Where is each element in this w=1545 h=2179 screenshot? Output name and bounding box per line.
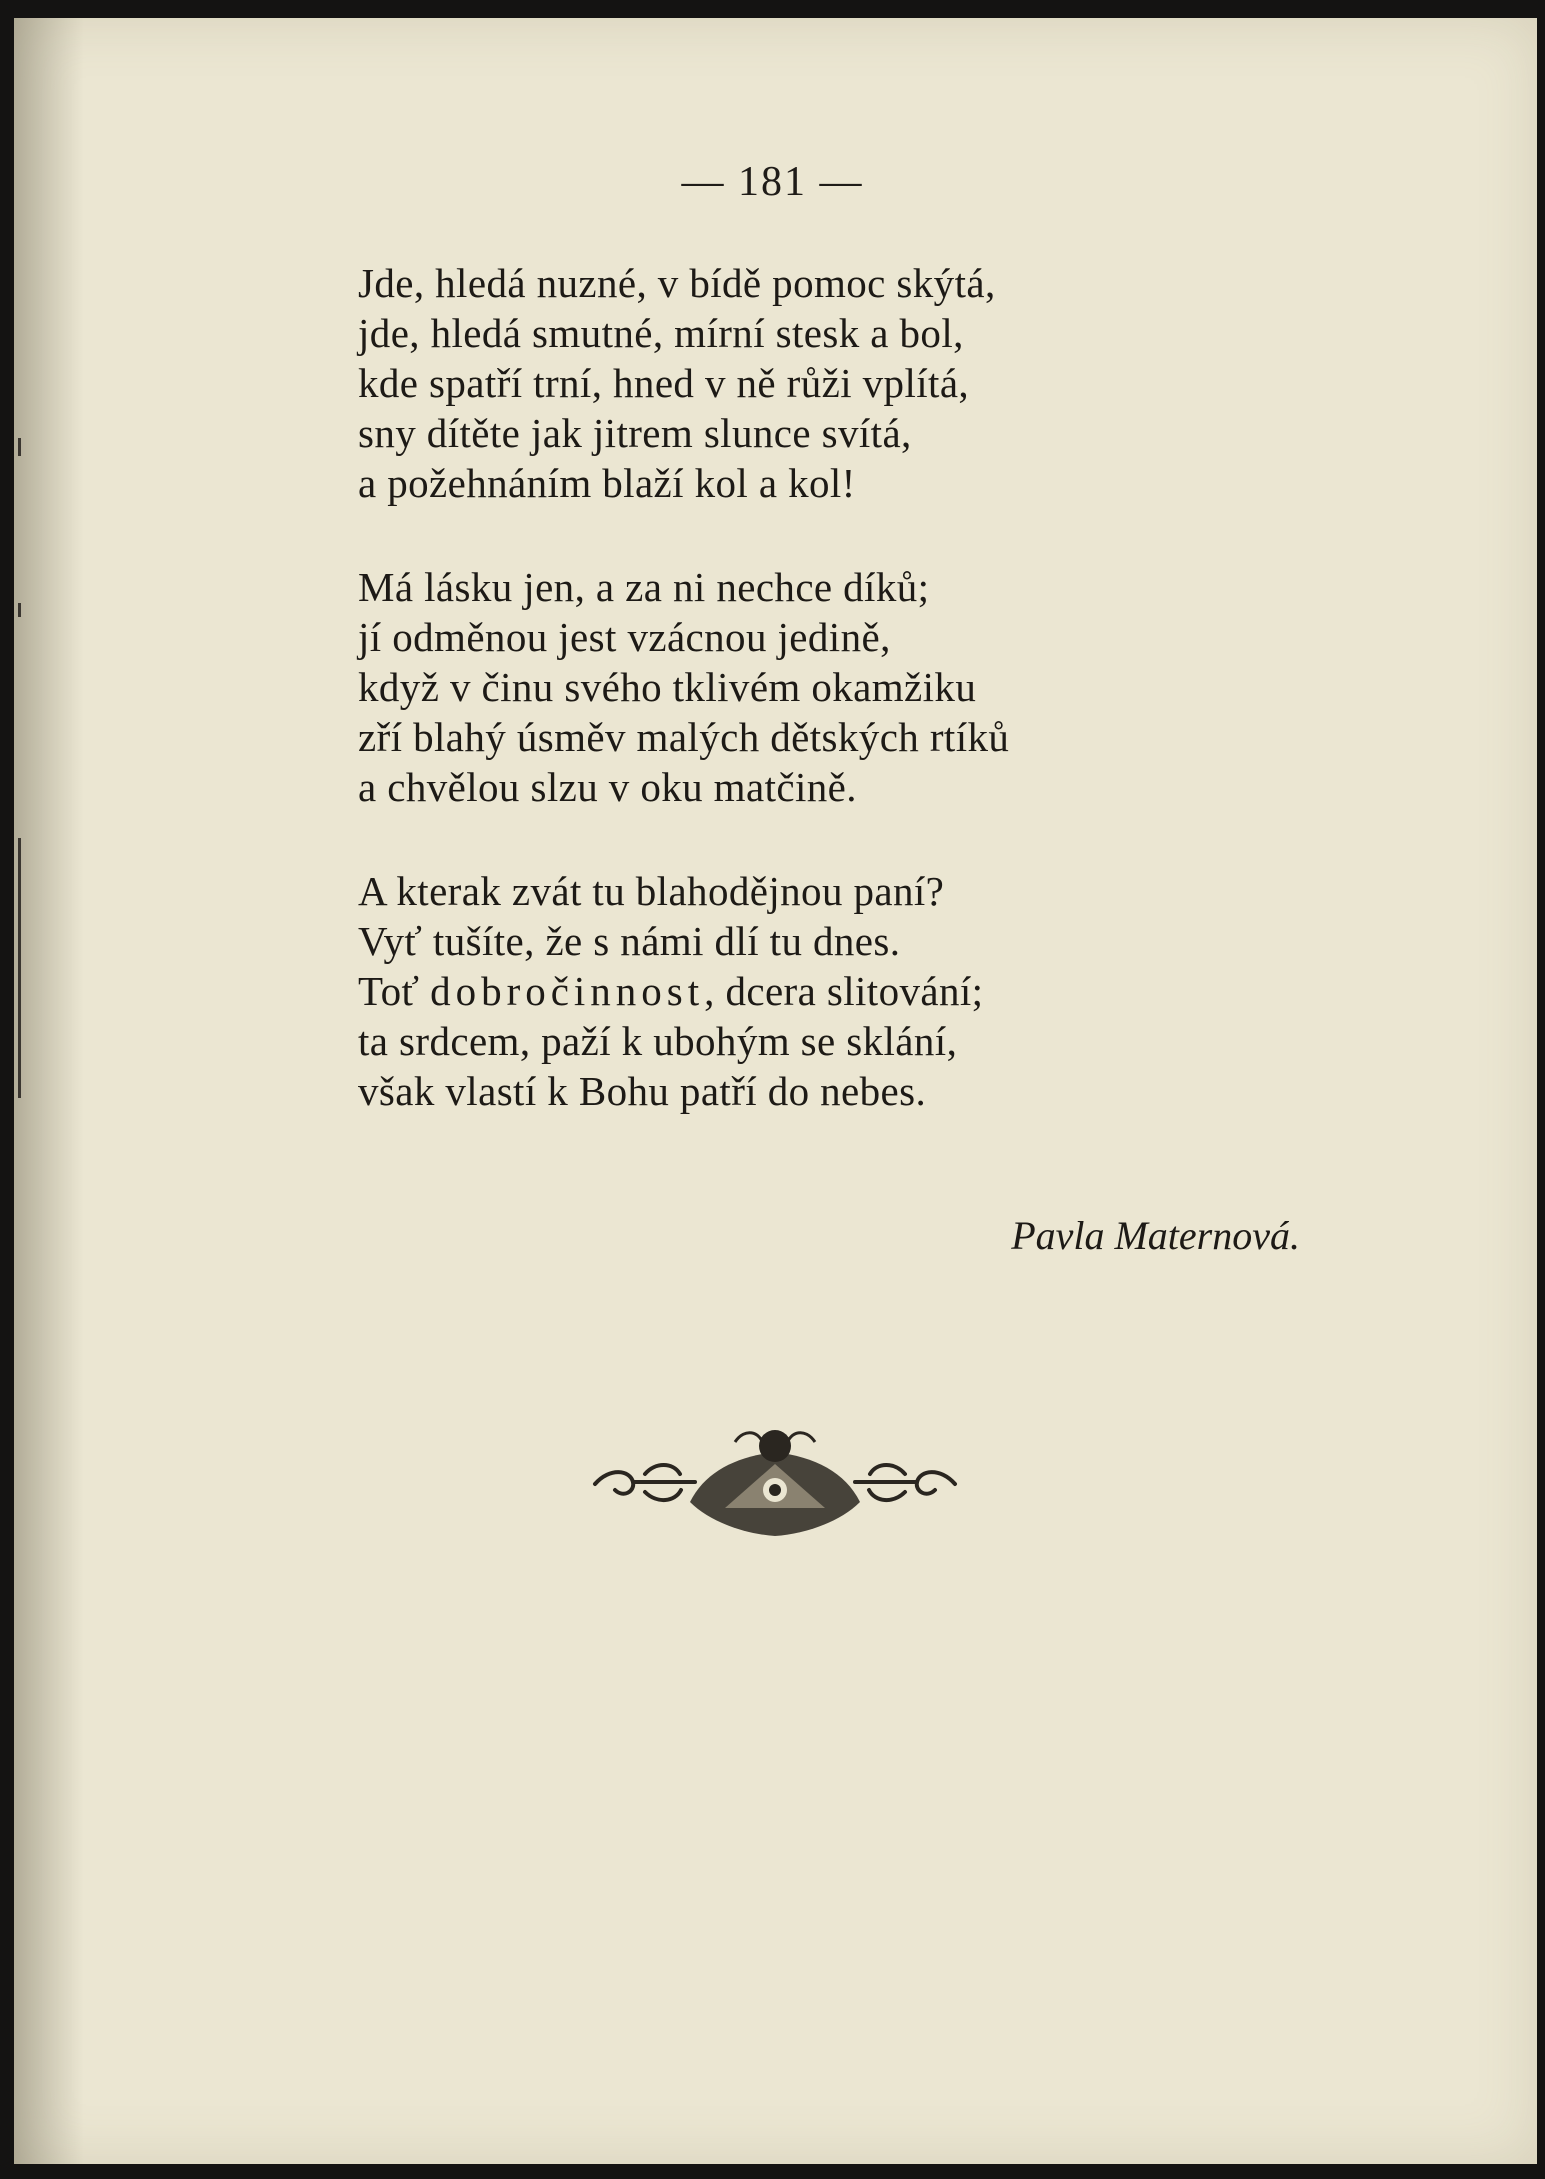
verse-line: a požehnáním blaží kol a kol! — [358, 460, 856, 506]
verse-line: Jde, hledá nuzné, v bídě pomoc skýtá, — [358, 260, 996, 306]
verse-line: když v činu svého tklivém okamžiku — [358, 664, 977, 710]
verse-line: Má lásku jen, a za ni nechce díků; — [358, 564, 930, 610]
verse-line: a chvělou slzu v oku matčině. — [358, 764, 857, 810]
verse-line — [358, 966, 1358, 1016]
verse-line-start: Toť — [358, 968, 420, 1014]
verse-line-end: , dcera slitování; — [704, 968, 984, 1014]
emphasized-word: dobročinnost — [430, 968, 705, 1014]
poem — [358, 258, 1358, 1170]
edge-mark — [18, 603, 21, 617]
edge-mark — [18, 438, 21, 456]
edge-mark — [18, 838, 21, 1098]
verse-line: však vlastí k Bohu patří do nebes. — [358, 1068, 927, 1114]
floral-vignette-icon — [585, 1412, 965, 1552]
verse-line: jí odměnou jest vzácnou jedině, — [358, 614, 891, 660]
stanza-3 — [358, 866, 1358, 1116]
verse-line: ta srdcem, paží k ubohým se sklání, — [358, 1018, 958, 1064]
verse-line: A kterak zvát tu blahodějnou paní? — [358, 868, 945, 914]
verse-line: Vyť tušíte, že s námi dlí tu dnes. — [358, 918, 901, 964]
verse-line: jde, hledá smutné, mírní stesk a bol, — [358, 310, 964, 356]
verse-line: sny dítěte jak jitrem slunce svítá, — [358, 410, 912, 456]
author-signature: Pavla Maternová. — [1011, 1213, 1300, 1258]
verse-line: kde spatří trní, hned v ně růži vplítá, — [358, 360, 970, 406]
verse-line: zří blahý úsměv malých dětských rtíků — [358, 714, 1010, 760]
page-number: — 181 — — [681, 159, 864, 205]
gutter-shadow — [14, 18, 84, 2164]
stanza-2 — [358, 562, 1358, 812]
stanza-1 — [358, 258, 1358, 508]
